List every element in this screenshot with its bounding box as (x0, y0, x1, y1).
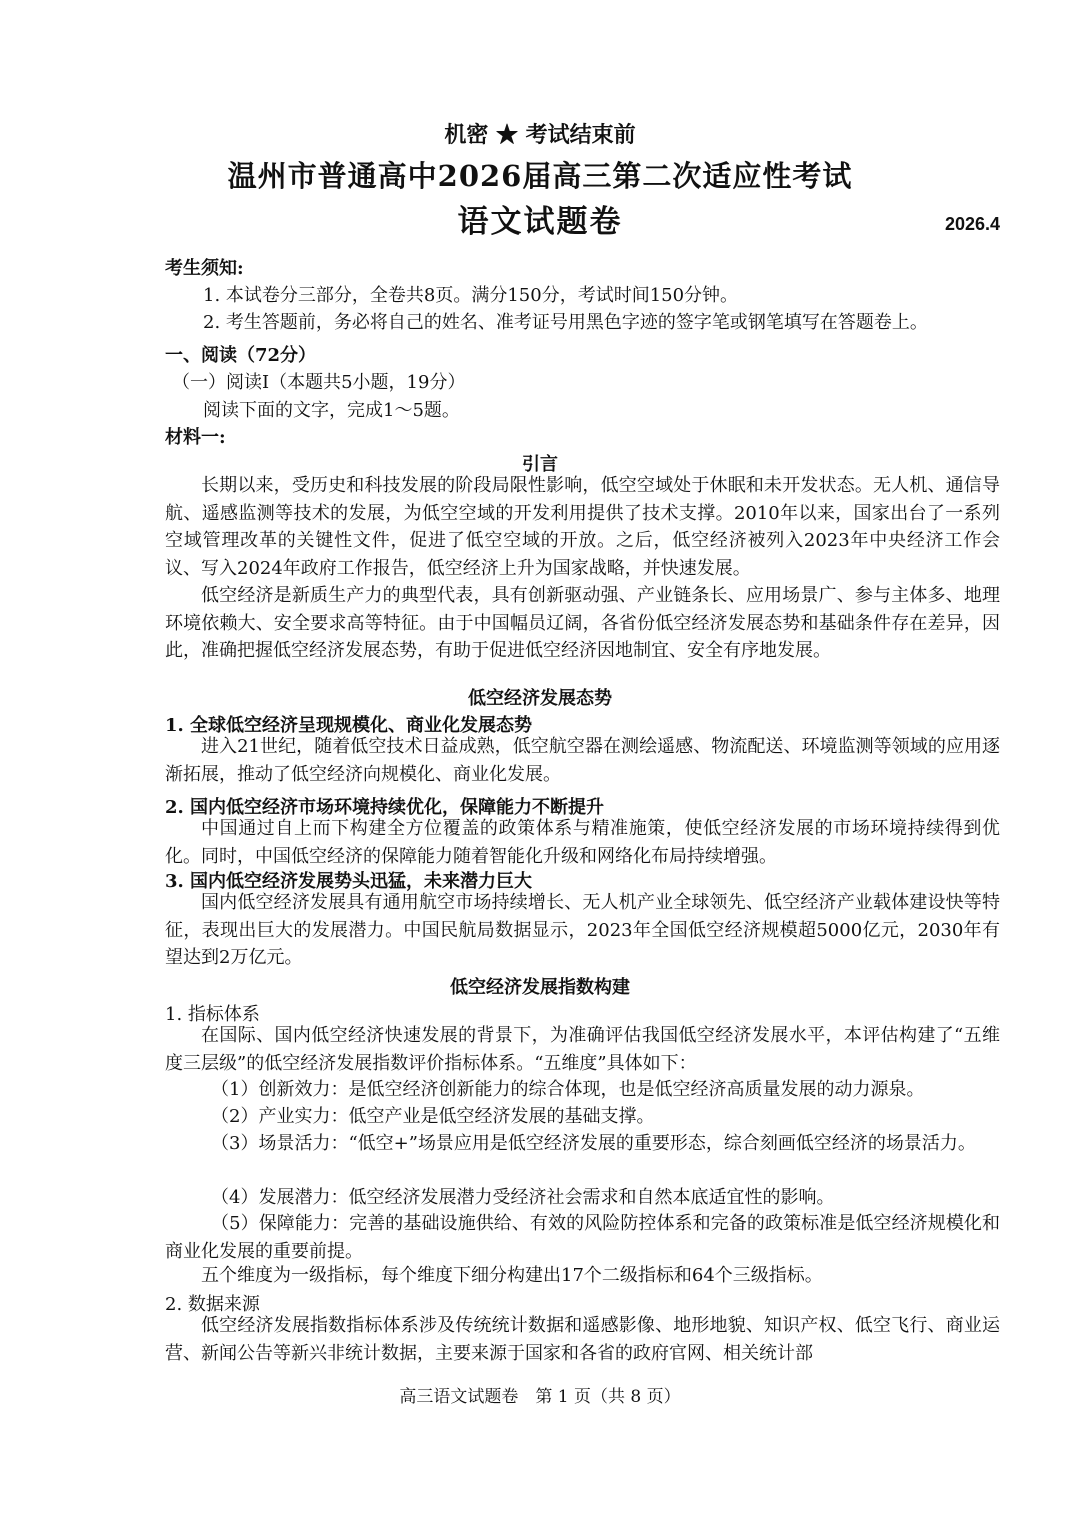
trend-item-body: 国内低空经济发展具有通用航空市场持续增长、无人机产业全球领先、低空经济产业载体建设快等特征，表现出巨大的发展潜力。中国民航局数据显示，2023年全国低空经济规模超5000亿元，2030年有望达到2万亿元。 (165, 892, 1000, 968)
subsection-heading: （一）阅读Ⅰ（本题共5小题，19分） (172, 372, 466, 393)
exam-date: 2026.4 (944, 214, 1000, 234)
index-system-body: 在国际、国内低空经济快速发展的背景下，为准确评估我国低空经济发展水平，本评估构建了“五维度三层级”的低空经济发展指数评价指标体系。“五维度”具体如下： (165, 1025, 1000, 1074)
paper-subtitle: 语文试题卷 (457, 204, 623, 240)
notice-item: 1. 本试卷分三部分，全卷共8页。满分150分，考试时间150分钟。 (203, 285, 739, 306)
trend-item-body: 进入21世纪，随着低空技术日益成熟，低空航空器在测绘遥感、物流配送、环境监测等领域的应用逐渐拓展，推动了低空经济向规模化、商业化发展。 (165, 736, 1000, 785)
intro-paragraph: 低空经济是新质生产力的典型代表，具有创新驱动强、产业链条长、应用场景广、参与主体多、地理环境依赖大、安全要求高等特征。由于中国幅员辽阔，各省份低空经济发展态势和基础条件存在差异，因此，准确把握低空经济发展态势，有助于促进低空经济因地制宜、安全有序地发展。 (165, 585, 1000, 661)
exam-title: 温州市普通高中2026届高三第二次适应性考试 (227, 159, 853, 193)
trend-item-title: 2. 国内低空经济市场环境持续优化，保障能力不断提升 (165, 797, 605, 818)
data-source-title: 2. 数据来源 (165, 1294, 260, 1315)
material-label: 材料一: (165, 427, 226, 448)
index-system-title: 1. 指标体系 (165, 1004, 260, 1025)
dimension-item: （1）创新效力：是低空经济创新能力的综合体现，也是低空经济高质量发展的动力源泉。 (211, 1079, 925, 1100)
dimension-item: （2）产业实力：低空产业是低空经济发展的基础支撑。 (211, 1106, 655, 1127)
dimension-item: （3）场景活力：“低空+”场景应用是低空经济发展的重要形态，综合刻画低空经济的场景活力。 (211, 1133, 976, 1154)
section-heading: 一、阅读（72分） (165, 345, 317, 366)
notice-heading: 考生须知: (165, 258, 244, 279)
trend-item-title: 3. 国内低空经济发展势头迅猛，未来潜力巨大 (165, 871, 533, 892)
notice-item: 2. 考生答题前，务必将自己的姓名、准考证号用黑色字迹的签字笔或钢笔填写在答题卷上。 (203, 312, 928, 333)
dimension-item: （4）发展潜力：低空经济发展潜力受经济社会需求和自然本底适宜性的影响。 (211, 1187, 835, 1208)
reading-instruction: 阅读下面的文字，完成1～5题。 (203, 400, 460, 421)
data-source-body: 低空经济发展指数指标体系涉及传统统计数据和遥感影像、地形地貌、知识产权、低空飞行、商业运营、新闻公告等新兴非统计数据，主要来源于国家和各省的政府官网、相关统计部 (165, 1315, 1000, 1364)
intro-heading: 引言 (522, 454, 558, 475)
confidential-label: 机密 ★ 考试结束前 (444, 122, 636, 148)
trend-heading: 低空经济发展态势 (468, 688, 612, 709)
trend-item-title: 1. 全球低空经济呈现规模化、商业化发展态势 (165, 715, 533, 736)
index-heading: 低空经济发展指数构建 (450, 977, 630, 998)
trend-item-body: 中国通过自上而下构建全方位覆盖的政策体系与精准施策，使低空经济发展的市场环境持续得到优化。同时，中国低空经济的保障能力随着智能化升级和网络化布局持续增强。 (165, 818, 1000, 867)
dimensions-summary: 五个维度为一级指标，每个维度下细分构建出17个二级指标和64个三级指标。 (201, 1265, 823, 1286)
dimension-item: （5）保障能力：完善的基础设施供给、有效的风险防控体系和完备的政策标准是低空经济规模化和商业化发展的重要前提。 (165, 1213, 1000, 1262)
intro-paragraph: 长期以来，受历史和科技发展的阶段局限性影响，低空空域处于休眠和未开发状态。无人机、通信导航、遥感监测等技术的发展，为低空空域的开发利用提供了技术支撑。2010年以来，国家出台了一系列空域管理改革的关键性文件，促进了低空空域的开放。之后，低空经济被列入2023年中央经济工作会议、写入2024年政府工作报告，低空经济上升为国家战略，并快速发展。 (165, 475, 1000, 579)
page-footer: 高三语文试题卷 第 1 页（共 8 页） (399, 1387, 681, 1407)
